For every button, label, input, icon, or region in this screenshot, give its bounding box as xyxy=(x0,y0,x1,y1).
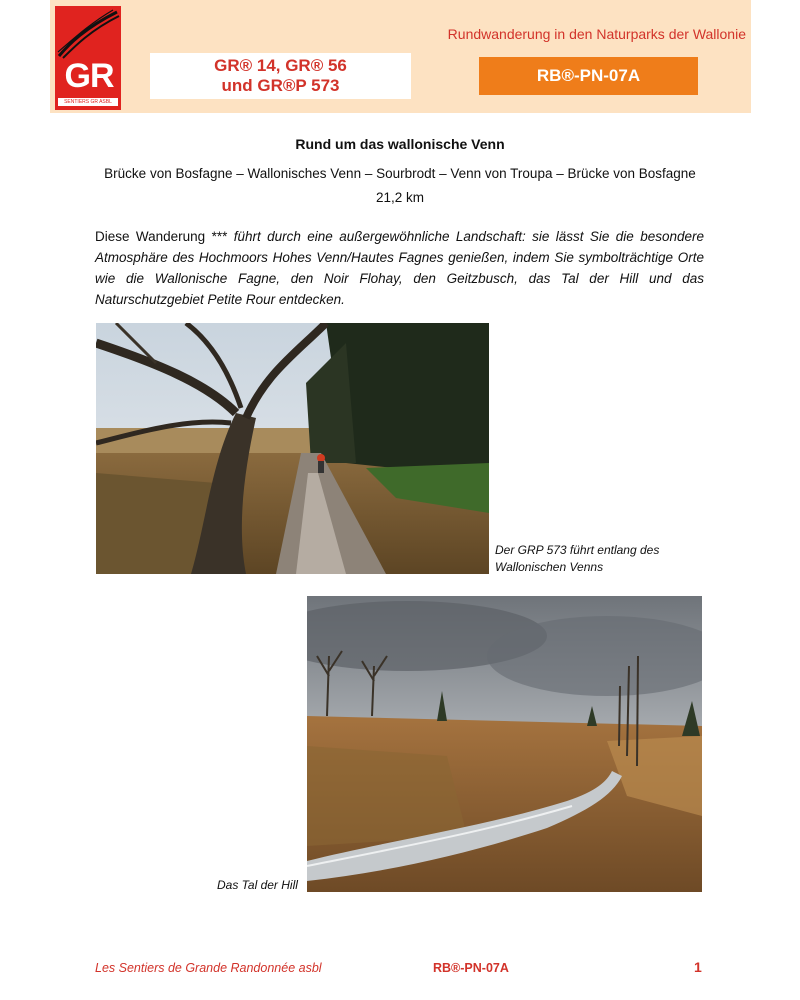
photo-forest-path xyxy=(96,323,489,574)
footer-organization: Les Sentiers de Grande Randonnée asbl xyxy=(95,961,322,975)
gr-trails-line2: und GR®P 573 xyxy=(221,76,340,95)
gr-logo xyxy=(55,6,121,110)
route-distance: 21,2 km xyxy=(375,190,425,205)
logo-subtext: SENTIERS GR ASBL xyxy=(58,98,118,106)
logo-gr-text: GR xyxy=(64,57,114,95)
footer-route-code: RB®-PN-07A xyxy=(433,961,509,975)
route-description: Brücke von Bosfagne – Wallonisches Venn – Sourbrodt – Venn von Troupa – Brücke von Bosfagne xyxy=(104,166,696,181)
intro-prefix: Diese Wanderung *** xyxy=(95,229,228,244)
gr-trails-line1: GR® 14, GR® 56 xyxy=(214,56,347,75)
intro-paragraph xyxy=(95,226,704,310)
site-title: Rundwanderung in den Naturparks der Wallonie xyxy=(447,26,746,42)
route-code-badge: RB®-PN-07A xyxy=(479,57,698,95)
photo-caption: Das Tal der Hill xyxy=(217,878,298,892)
gr-trails-badge xyxy=(150,53,411,99)
page-title: Rund um das wallonische Venn xyxy=(295,136,505,152)
photo-hill-valley xyxy=(307,596,702,892)
page-number: 1 xyxy=(694,959,702,975)
photo-caption: Der GRP 573 führt entlang des Wallonischen Venns xyxy=(495,543,660,574)
intro-body: führt durch eine außergewöhnliche Landschaft: sie lässt Sie die besondere Atmosphäre des Hochmoors Hohes Venn/Hautes Fagnes genießen, indem Sie symbolträchtige Orte wie die Wallonische Fagne, den Noir Flohay, den Geitzbusch, das Tal der Hill und das Naturschutzgebiet Petite Rour entdecken. xyxy=(95,229,704,307)
